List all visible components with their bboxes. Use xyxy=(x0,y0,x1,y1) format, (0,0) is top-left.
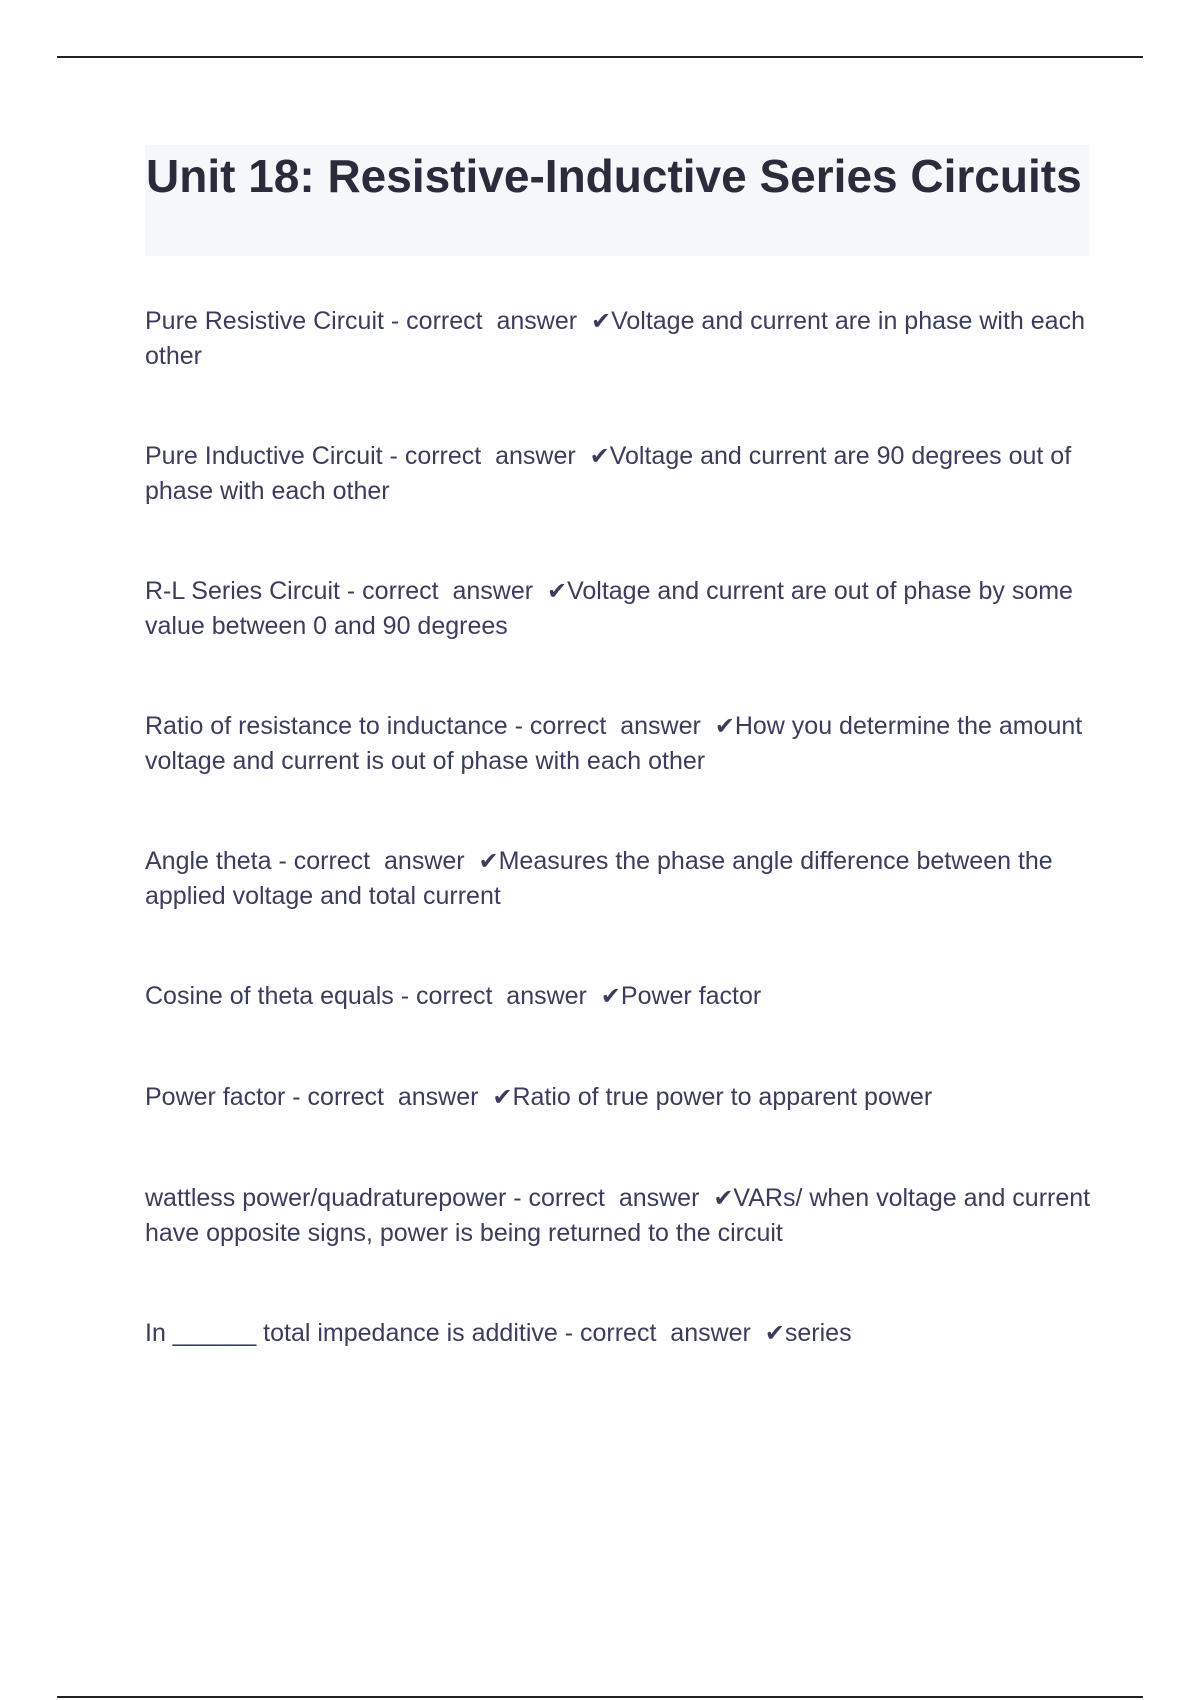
answer: Voltage and current are 90 degrees out of phase with each other xyxy=(145,442,1072,505)
answer: Power factor xyxy=(620,982,762,1010)
title-banner xyxy=(145,145,1089,256)
answer: Voltage and current are in phase with each other xyxy=(145,307,1085,370)
list-item xyxy=(145,844,1095,913)
check-icon: ✔ xyxy=(714,713,735,740)
term: R-L Series Circuit xyxy=(145,577,340,605)
list-item xyxy=(145,304,1095,373)
check-icon: ✔ xyxy=(764,1320,785,1347)
separator: - correct answer xyxy=(339,577,547,605)
answer: Voltage and current are out of phase by some value between 0 and 90 degrees xyxy=(145,577,1073,640)
answer: Measures the phase angle difference between the applied voltage and total current xyxy=(145,847,1053,910)
answer: How you determine the amount voltage and current is out of phase with each other xyxy=(145,712,1083,775)
check-icon: ✔ xyxy=(546,578,568,605)
list-item xyxy=(145,1181,1095,1250)
check-icon: ✔ xyxy=(600,983,621,1010)
term: wattless power/quadraturepower xyxy=(145,1184,507,1212)
check-icon: ✔ xyxy=(492,1084,513,1111)
separator: - correct answer xyxy=(382,442,590,470)
list-item xyxy=(145,1316,1095,1351)
answer: series xyxy=(784,1319,852,1347)
separator: - correct answer xyxy=(383,307,591,335)
check-icon: ✔ xyxy=(713,1185,734,1212)
answer: VARs/ when voltage and current have opposite signs, power is being returned to the circuit xyxy=(145,1184,1091,1247)
term: Cosine of theta equals xyxy=(145,982,394,1010)
separator: - correct answer xyxy=(506,1184,714,1212)
term: Angle theta xyxy=(145,847,272,875)
term: Ratio of resistance to inductance xyxy=(145,712,508,740)
term: Power factor xyxy=(145,1083,286,1111)
list-item xyxy=(145,439,1095,508)
separator: - correct answer xyxy=(507,712,715,740)
bottom-rule xyxy=(57,1696,1143,1698)
qa-list xyxy=(145,304,1095,1417)
term: In ______ total impedance is additive xyxy=(145,1319,558,1347)
term: Pure Inductive Circuit xyxy=(145,442,383,470)
check-icon: ✔ xyxy=(478,848,499,875)
term: Pure Resistive Circuit xyxy=(145,307,384,335)
separator: - correct answer xyxy=(285,1083,493,1111)
answer: Ratio of true power to apparent power xyxy=(512,1083,933,1111)
separator: - correct answer xyxy=(557,1319,765,1347)
top-rule xyxy=(57,56,1143,58)
check-icon: ✔ xyxy=(589,443,610,470)
check-icon: ✔ xyxy=(590,308,612,335)
list-item xyxy=(145,979,1095,1014)
separator: - correct answer xyxy=(393,982,601,1010)
page-title: Unit 18: Resistive-Inductive Series Circuits xyxy=(146,150,1082,202)
list-item xyxy=(145,709,1095,778)
list-item xyxy=(145,574,1095,643)
list-item xyxy=(145,1080,1095,1115)
separator: - correct answer xyxy=(271,847,479,875)
